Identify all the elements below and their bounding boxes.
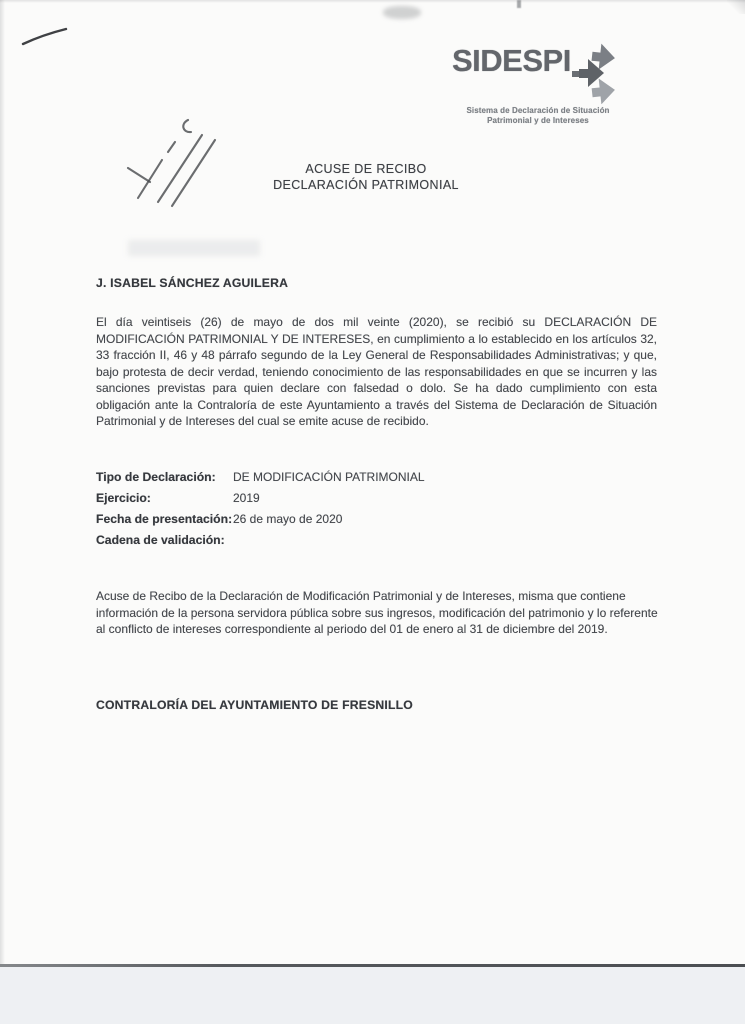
document-title <box>0 162 732 193</box>
sidespi-logo-text: SIDESPI <box>452 43 571 78</box>
document-title-line1: ACUSE DE RECIBO <box>305 162 427 176</box>
field-value: 26 de mayo de 2020 <box>233 512 343 526</box>
scan-left-edge <box>0 0 5 966</box>
field-label: Ejercicio: <box>96 491 151 505</box>
sidespi-tagline-line2: Patrimonial y de Intereses <box>487 116 589 125</box>
scan-smudge <box>383 6 421 19</box>
declaration-fields <box>96 470 425 554</box>
field-label: Fecha de presentación: <box>96 512 233 526</box>
scanner-background <box>0 967 745 1024</box>
pen-stroke-mark <box>20 24 70 48</box>
ink-bleed-ghost <box>128 240 260 256</box>
sidespi-logo <box>452 44 632 126</box>
recipient-name: J. ISABEL SÁNCHEZ AGUILERA <box>96 276 289 290</box>
field-row-cadena-validacion <box>96 533 425 554</box>
sidespi-arrows-icon <box>572 42 628 104</box>
field-label: Tipo de Declaración: <box>96 470 216 484</box>
field-value: 2019 <box>233 491 260 505</box>
field-value: DE MODIFICACIÓN PATRIMONIAL <box>233 470 425 484</box>
sidespi-tagline <box>452 106 624 126</box>
issuer-name: CONTRALORÍA DEL AYUNTAMIENTO DE FRESNILLO <box>96 698 413 712</box>
field-row-fecha-presentacion <box>96 512 425 533</box>
field-row-tipo-declaracion <box>96 470 425 491</box>
closing-paragraph: Acuse de Recibo de la Declaración de Modificación Patrimonial y de Intereses, misma que contiene información de la persona servidora pública sobre sus ingresos, modificación del patrimonio y lo referente al conflicto de intereses correspondiente al periodo del 01 de enero al 31 de diciembre del 2019. <box>96 589 658 636</box>
field-label: Cadena de validación: <box>96 533 225 547</box>
scan-tick-mark <box>517 0 521 8</box>
body-paragraph: El día veintiseis (26) de mayo de dos mil veinte (2020), se recibió su DECLARACIÓN DE MODIFICACIÓN PATRIMONIAL Y DE INTERESES, en cumplimiento a lo establecido en los artículos 32, 33 fracción II, 46 y 48 párrafo segundo de la Ley General de Responsabilidades Administrativas; y que, bajo protesta de decir verdad, teniendo conocimiento de las responsabilidades en que se incurren y las sanciones previstas para quien declare con falsedad o dolo. Se ha dado cumplimiento con esta obligación ante la Contraloría de este Ayuntamiento a través del Sistema de Declaración de Situación Patrimonial y de Intereses del cual se emite acuse de recibido. <box>96 315 657 428</box>
document-title-line2: DECLARACIÓN PATRIMONIAL <box>273 177 459 192</box>
field-row-ejercicio <box>96 491 425 512</box>
scan-corner-shade <box>727 0 745 14</box>
scan-top-edge <box>0 0 745 3</box>
sidespi-tagline-line1: Sistema de Declaración de Situación <box>466 106 610 115</box>
